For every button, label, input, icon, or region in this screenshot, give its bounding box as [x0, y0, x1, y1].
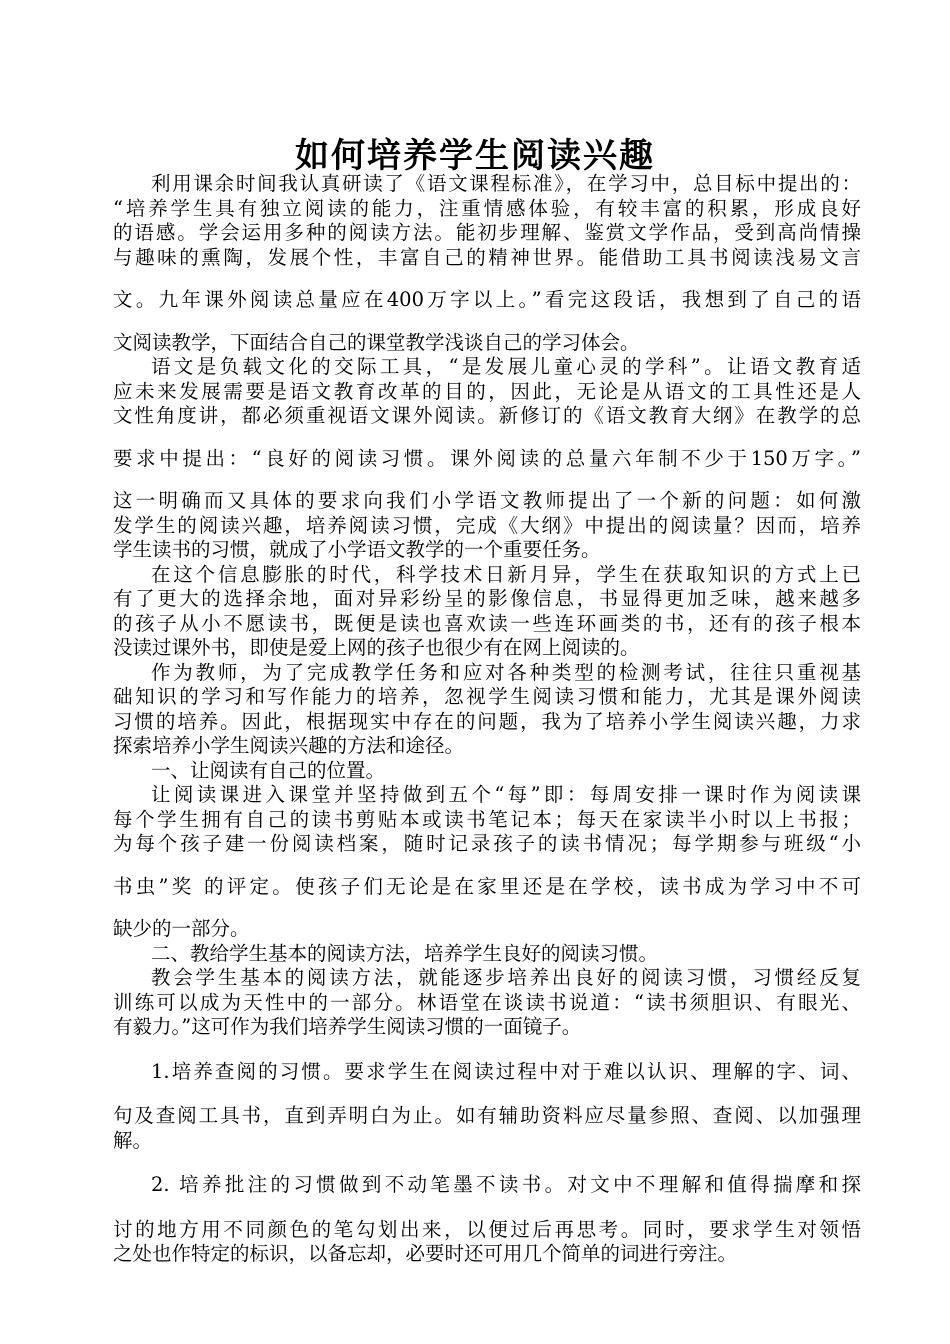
text-line: 文阅读教学，下面结合自己的课堂教学浅谈自己的学习体会。	[113, 330, 640, 354]
text-line: 作为教师，为了完成教学任务和应对各种类型的检测考试，往往只重视基	[151, 660, 861, 684]
text-line: 的语感。学会运用多种的阅读方法。能初步理解、鉴赏文学作品，受到高尚情操	[113, 221, 861, 244]
text-line: 书虫”奖 的评定。使孩子们无论是在家里还是在学校，读书成为学习中不可	[113, 874, 861, 898]
text-line: 没读过课外书，即使是爱上网的孩子也很少有在网上阅读的。	[113, 636, 640, 659]
document-title: 如何培养学生阅读兴趣	[295, 136, 655, 176]
text-line: 让阅读课进入课堂并坚持做到五个“每”即：每周安排一课时作为阅读课	[151, 783, 861, 806]
text-line: 解。	[113, 1128, 153, 1152]
text-line: 探索培养小学生阅读兴趣的方法和途径。	[113, 734, 465, 757]
text-line: 有毅力。”这可作为我们培养学生阅读习惯的一面镜子。	[113, 1015, 582, 1038]
text-line: 发学生的阅读兴趣，培养阅读习惯，完成《大纲》中提出的阅读量？因而，培养	[113, 513, 861, 537]
text-line: 训练可以成为天性中的一部分。林语堂在谈读书说道：“读书须胆识、有眼光、	[113, 990, 861, 1014]
text-line: 1.培养查阅的习惯。要求学生在阅读过程中对于难以认识、理解的字、词、	[151, 1059, 861, 1083]
text-line: 缺少的一部分。	[113, 917, 250, 940]
text-line: 要求中提出：“良好的阅读习惯。课外阅读的总量六年制不少于150万字。”	[113, 446, 861, 470]
text-line: 有了更大的选择余地，面对异彩纷呈的影像信息，书显得更加乏味，越来越多	[113, 587, 861, 610]
text-line: 每个学生拥有自己的读书剪贴本或读书笔记本；每天在家读半小时以上书报；	[113, 807, 861, 831]
document-body	[113, 172, 861, 1267]
text-line: 习惯的培养。因此，根据现实中存在的问题，我为了培养小学生阅读兴趣，力求	[113, 709, 861, 733]
section-heading: 一、让阅读有自己的位置。	[151, 758, 386, 782]
text-line: 应未来发展需要是语文教育改革的目的，因此，无论是从语文的工具性还是人	[113, 379, 861, 403]
text-line: 之处也作特定的标识，以备忘却，必要时还可用几个简单的词进行旁注。	[113, 1242, 738, 1265]
text-line: 学生读书的习惯，就成了小学语文教学的一个重要任务。	[113, 538, 601, 561]
text-line: 在这个信息膨胀的时代，科学技术日新月异，学生在获取知识的方式上已	[151, 562, 861, 586]
text-line: 与趣味的熏陶，发展个性，丰富自己的精神世界。能借助工具书阅读浅易文言	[113, 245, 861, 269]
text-line: “培养学生具有独立阅读的能力，注重情感体验，有较丰富的积累，形成良好	[113, 196, 861, 220]
text-line: 为每个孩子建一份阅读档案，随时记录孩子的读书情况；每学期参与班级“小	[113, 832, 861, 855]
section-heading: 二、教给学生基本的阅读方法，培养学生良好的阅读习惯。	[151, 941, 659, 965]
text-line: 语文是负载文化的交际工具，“是发展儿童心灵的学科”。让语文教育适	[151, 355, 861, 378]
text-line: 利用课余时间我认真研读了《语文课程标准》，在学习中，总目标中提出的：	[151, 172, 861, 195]
text-line: 文性角度讲，都必须重视语文课外阅读。新修订的《语文教育大纲》在教学的总	[113, 404, 861, 427]
text-line: 句及查阅工具书，直到弄明白为止。如有辅助资料应尽量参照、查阅、以加强理	[113, 1104, 861, 1127]
text-line: 文。九年课外阅读总量应在400万字以上。”看完这段话，我想到了自己的语	[113, 288, 861, 311]
text-line: 2. 培养批注的习惯做到不动笔墨不读书。对文中不理解和值得揣摩和探	[151, 1173, 861, 1196]
text-line: 这一明确而又具体的要求向我们小学语文教师提出了一个新的问题：如何激	[113, 489, 861, 512]
text-line: 教会学生基本的阅读方法，就能逐步培养出良好的阅读习惯，习惯经反复	[151, 966, 861, 989]
text-line: 础知识的学习和写作能力的培养，忽视学生阅读习惯和能力，尤其是课外阅读	[113, 685, 861, 708]
text-line: 的孩子从小不愿读书，既便是读也喜欢读一些连环画类的书，还有的孩子根本	[113, 611, 861, 635]
text-line: 讨的地方用不同颜色的笔勾划出来，以便过后再思考。同时，要求学生对领悟	[113, 1217, 861, 1241]
